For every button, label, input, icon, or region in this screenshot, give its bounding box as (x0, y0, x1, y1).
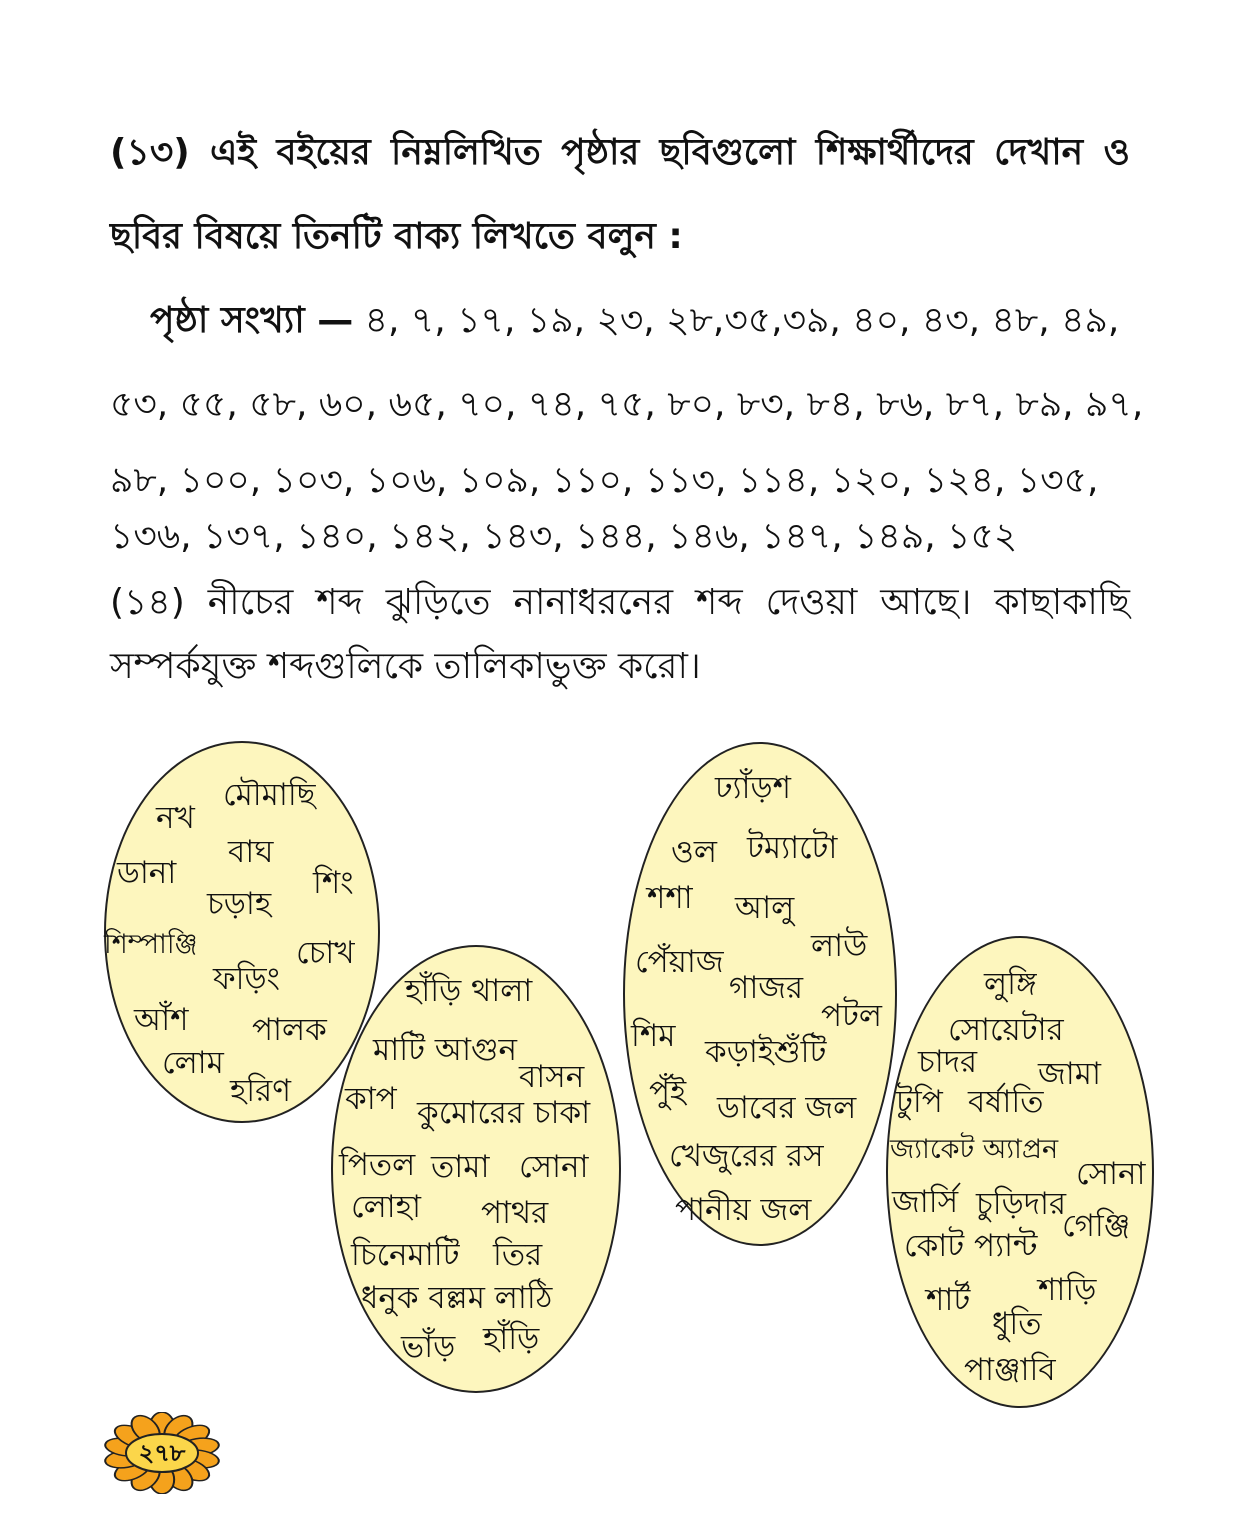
pages-list-4: ১৩৬, ১৩৭, ১৪০, ১৪২, ১৪৩, ১৪৪, ১৪৬, ১৪৭, ১৪৯, ১৫২ (110, 516, 1018, 557)
pages-list-3: ৯৮, ১০০, ১০৩, ১০৬, ১০৯, ১১০, ১১৩, ১১৪, ১২০, ১২৪, ১৩৫, (110, 460, 1099, 501)
basket-word: ঢ্যাঁড়শ (715, 770, 791, 806)
basket-word: জার্সি (892, 1184, 959, 1220)
basket-word: খেজুরের রস (669, 1138, 824, 1174)
basket-word: কড়াইশুঁটি (705, 1034, 827, 1070)
basket-word: চোখ (296, 935, 355, 971)
basket-word: পানীয় জল (675, 1192, 812, 1228)
basket-word: তির (493, 1237, 543, 1273)
basket-word: ফড়িং (213, 961, 280, 997)
basket-word: শিম্পাঞ্জি (104, 929, 198, 960)
basket-word: মাটি আগুন (373, 1032, 517, 1068)
basket-word: চড়াহ (207, 886, 272, 922)
basket-word: লোম (162, 1045, 224, 1081)
basket-word: ডানা (117, 855, 177, 891)
basket-word: চাদর (918, 1044, 978, 1080)
basket-word: চিনেমাটি (351, 1237, 460, 1273)
basket-word: ধুতি (992, 1306, 1042, 1342)
basket-word: হাঁড়ি (483, 1321, 540, 1357)
basket-word: ওল (671, 834, 717, 870)
basket-word: পাথর (481, 1195, 549, 1231)
basket-word: গাজর (729, 970, 804, 1006)
basket-word: হরিণ (230, 1073, 291, 1109)
basket-word: বাসন (519, 1059, 585, 1095)
q13-line-1: (১৩) এই বইয়ের নিম্নলিখিত পৃষ্ঠার ছবিগুলো শিক্ষার্থীদের দেখান ও (110, 132, 1130, 173)
basket-word: সোয়েটার (948, 1012, 1064, 1048)
basket-word: লোহা (351, 1189, 421, 1225)
basket-word: কাপ (345, 1081, 397, 1117)
basket-word: পাঞ্জাবি (964, 1352, 1056, 1388)
basket-word: আলু (735, 890, 795, 926)
basket-word: বর্ষাতি (968, 1084, 1044, 1120)
basket-word: তামা (431, 1149, 490, 1185)
basket-word: মৌমাছি (223, 777, 316, 813)
basket-word: টুপি (896, 1084, 943, 1120)
basket-word: কোট প্যান্ট (904, 1228, 1038, 1264)
word-basket-materials (331, 945, 621, 1393)
basket-word: পেঁয়াজ (635, 944, 724, 980)
q14-line-1: (১৪) নীচের শব্দ ঝুড়িতে নানাধরনের শব্দ দেওয়া আছে। কাছাকাছি (110, 582, 1130, 623)
q14-line-2: সম্পর্কযুক্ত শব্দগুলিকে তালিকাভুক্ত করো। (110, 646, 701, 687)
basket-word: শাড়ি (1038, 1272, 1097, 1308)
basket-word: সোনা (519, 1149, 589, 1185)
pages-list-2: ৫৩, ৫৫, ৫৮, ৬০, ৬৫, ৭০, ৭৪, ৭৫, ৮০, ৮৩, ৮৪, ৮৬, ৮৭, ৮৯, ৯৭, (110, 384, 1144, 425)
word-basket-animals (104, 741, 380, 1123)
basket-word: বাঘ (228, 834, 274, 870)
pages-list-1: ৪, ৭, ১৭, ১৯, ২৩, ২৮,৩৫,৩৯, ৪০, ৪৩, ৪৮, ৪৯, (364, 300, 1120, 341)
basket-word: টম্যাটো (747, 830, 838, 866)
basket-word: পুঁই (649, 1074, 687, 1110)
basket-word: নখ (156, 800, 195, 836)
basket-word: গেঞ্জি (1062, 1208, 1131, 1244)
basket-word: সোনা (1076, 1156, 1146, 1192)
q13-line-2: ছবির বিষয়ে তিনটি বাক্য লিখতে বলুন : (110, 216, 683, 257)
pages-row-1 (150, 296, 1130, 346)
pages-label: পৃষ্ঠা সংখ্যা — (150, 300, 354, 341)
basket-word: আঁশ (134, 1002, 189, 1038)
basket-word: শশা (647, 880, 693, 916)
basket-word: চুড়িদার (976, 1186, 1067, 1222)
page-number: ২৭৮ (138, 1439, 186, 1467)
basket-word: লুঙ্গি (984, 966, 1037, 1002)
basket-word: পটল (821, 998, 883, 1034)
basket-word: জ্যাকেট অ্যাপ্রন (890, 1134, 1059, 1165)
basket-word: কুমোরের চাকা (417, 1095, 591, 1131)
basket-word: জামা (1038, 1056, 1101, 1092)
basket-word: লাউ (811, 928, 868, 964)
basket-word: ভাঁড় (401, 1329, 456, 1365)
basket-word: ডাবের জল (717, 1090, 857, 1126)
basket-word: পালক (252, 1012, 327, 1048)
basket-word: শিম (631, 1018, 676, 1054)
basket-word: শিং (313, 865, 354, 901)
basket-word: পিতল (339, 1147, 416, 1183)
basket-word: হাঁড়ি থালা (405, 973, 533, 1009)
word-basket-clothes (886, 936, 1154, 1408)
basket-word: ধনুক বল্লম লাঠি (361, 1280, 553, 1316)
word-basket-foods (623, 742, 897, 1246)
basket-word: শার্ট (926, 1282, 971, 1318)
